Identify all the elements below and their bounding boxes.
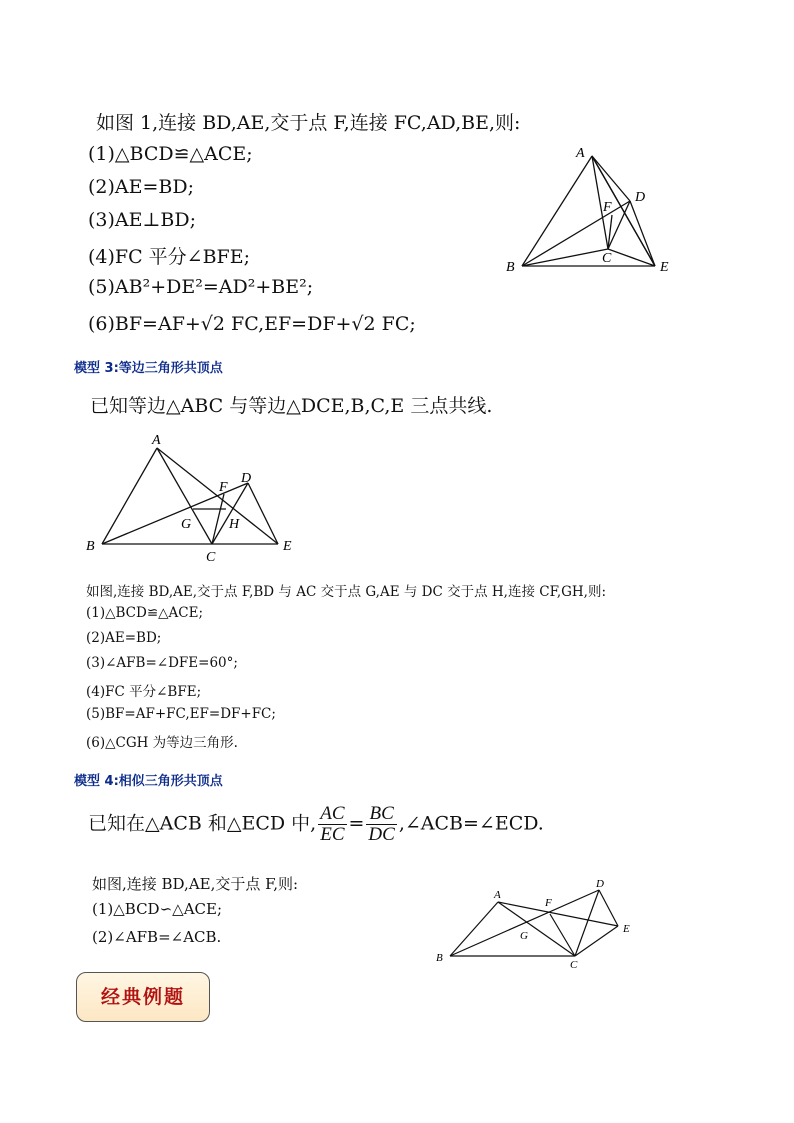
figure-model4: [430, 872, 640, 972]
classic-examples-box: [76, 972, 210, 1022]
fig4-label-f: F: [545, 897, 552, 909]
model3-item-4: (4)FC 平分∠BFE;: [86, 684, 202, 700]
model4-item-1: (1)△BCD∽△ACE;: [92, 900, 223, 918]
fig3-label-h: H: [229, 517, 240, 532]
model4-intro: 如图,连接 BD,AE,交于点 F,则:: [92, 875, 299, 893]
model4-item-2: (2)∠AFB=∠ACB.: [92, 928, 222, 946]
fig3-label-f: F: [219, 480, 228, 495]
fig1-label-f: F: [603, 200, 612, 215]
fig3-label-b: B: [86, 539, 95, 554]
model3-item-6: (6)△CGH 为等边三角形.: [86, 735, 238, 751]
model3-heading: 模型 3:等边三角形共顶点: [74, 361, 223, 376]
model4-given-suffix: ,∠ACB=∠ECD.: [398, 812, 544, 835]
fig4-label-g: G: [520, 930, 528, 942]
model3-intro: 如图,连接 BD,AE,交于点 F,BD 与 AC 交于点 G,AE 与 DC 交于点 H,连接 CF,GH,则:: [86, 584, 607, 600]
section1-item-3: (3)AE⊥BD;: [88, 209, 196, 231]
fig3-label-g: G: [181, 517, 192, 532]
fig4-label-a: A: [494, 889, 501, 901]
model4-heading: 模型 4:相似三角形共顶点: [74, 774, 223, 789]
fraction-bc-dc: [366, 804, 396, 845]
fig1-label-e: E: [660, 260, 669, 275]
model3-item-1: (1)△BCD≌△ACE;: [86, 605, 204, 621]
model4-given: [88, 804, 544, 845]
fig1-label-b: B: [506, 260, 515, 275]
classic-examples-label: 经典例题: [100, 986, 185, 1008]
section1-intro: 如图 1,连接 BD,AE,交于点 F,连接 FC,AD,BE,则:: [96, 112, 521, 134]
section1-item-4: (4)FC 平分∠BFE;: [88, 246, 251, 268]
model3-given: 已知等边△ABC 与等边△DCE,B,C,E 三点共线.: [90, 395, 493, 417]
section1-item-6: (6)BF=AF+√2 FC,EF=DF+√2 FC;: [88, 313, 416, 335]
figure-1: [500, 140, 690, 280]
section1-item-1: (1)△BCD≌△ACE;: [88, 143, 253, 165]
fig3-label-a: A: [152, 433, 161, 448]
fig1-label-a: A: [576, 146, 585, 161]
frac1-numerator: AC: [320, 803, 345, 824]
fig1-label-c: C: [602, 251, 612, 266]
figure-model4-lines: [450, 890, 618, 956]
figure-1-lines: [522, 156, 655, 266]
model3-item-3: (3)∠AFB=∠DFE=60°;: [86, 655, 238, 671]
fig3-label-d: D: [241, 471, 252, 486]
section1-item-2: (2)AE=BD;: [88, 176, 195, 198]
fig4-label-e: E: [623, 923, 630, 935]
fig4-label-d: D: [596, 878, 604, 890]
fraction-ac-ec: [318, 804, 346, 845]
fig4-label-b: B: [436, 952, 443, 964]
frac2-numerator: BC: [366, 804, 396, 825]
fig3-label-c: C: [206, 550, 216, 565]
section1-item-5: (5)AB²+DE²=AD²+BE²;: [88, 276, 314, 298]
model4-given-prefix: 已知在△ACB 和△ECD 中,: [88, 812, 317, 835]
model3-item-5: (5)BF=AF+FC,EF=DF+FC;: [86, 706, 276, 722]
model4-equals: =: [348, 812, 365, 835]
model3-item-2: (2)AE=BD;: [86, 630, 162, 646]
fig1-label-d: D: [635, 190, 646, 205]
frac2-denominator: DC: [368, 824, 395, 845]
fig4-label-c: C: [570, 959, 578, 971]
figure-model3: [80, 428, 310, 568]
frac1-denominator: EC: [320, 824, 345, 845]
fig3-label-e: E: [283, 539, 292, 554]
